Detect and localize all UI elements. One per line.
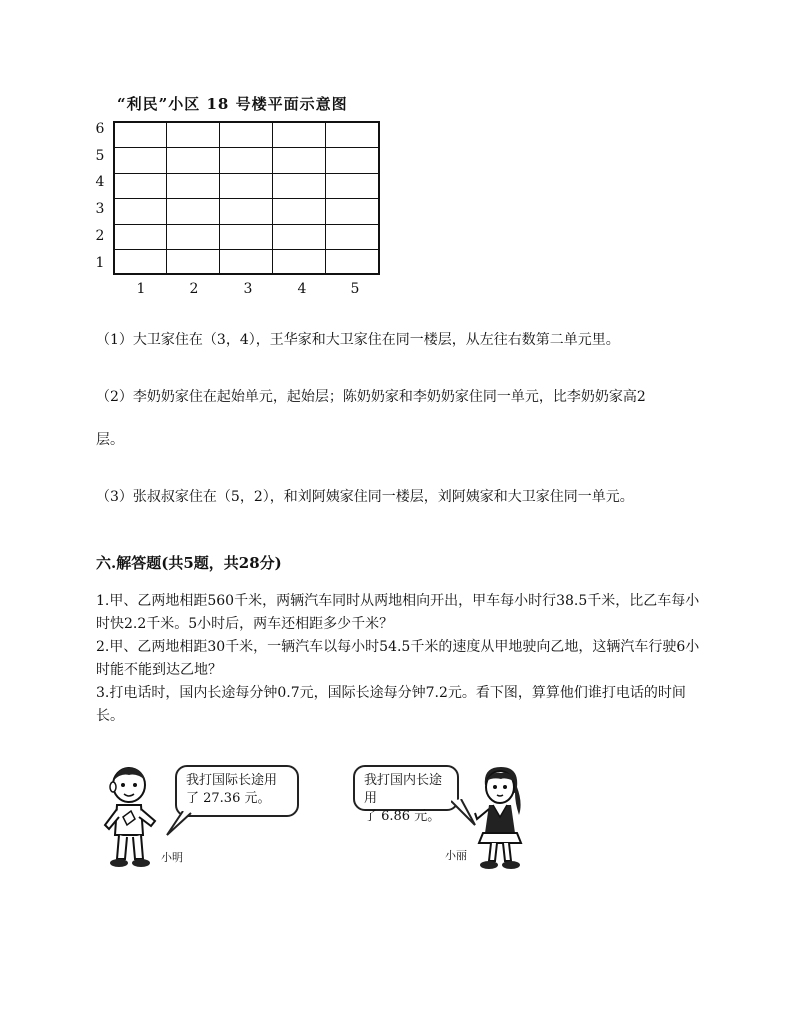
x-label-1: 1 <box>136 281 146 297</box>
clue-3: （3）张叔叔家住在（5，2），和刘阿姨家住同一楼层，刘阿姨家和大卫家住同一单元。 <box>96 489 634 505</box>
clue-2: （2）李奶奶家住在起始单元，起始层；陈奶奶家和李奶奶家住同一单元，比李奶奶家高2 <box>96 389 646 405</box>
problem-3: 3.打电话时，国内长途每分钟0.7元，国际长途每分钟7.2元。看下图，算算他们谁打电话的时间长。 <box>96 685 686 724</box>
x-label-2: 2 <box>189 281 199 297</box>
girl-name: 小丽 <box>445 849 467 862</box>
girl-speech-line-2: 了 6.86 元。 <box>364 809 441 824</box>
y-label-2: 2 <box>95 228 105 244</box>
clue-2-continued: 层。 <box>96 432 124 448</box>
girl-figure <box>471 763 533 873</box>
problem-2: 2.甲、乙两地相距30千米，一辆汽车以每小时54.5千米的速度从甲地驶向乙地，这辆汽车行驶6小时能不能到达乙地？ <box>96 639 700 678</box>
boy-speech-line-2: 了 27.36 元。 <box>186 791 271 806</box>
boy-name: 小明 <box>161 851 183 864</box>
y-label-4: 4 <box>95 174 105 190</box>
x-label-5: 5 <box>350 281 360 297</box>
y-label-3: 3 <box>95 201 105 217</box>
figure-title: “利民”小区 18 号楼平面示意图 <box>117 95 348 113</box>
floor-plan-grid <box>113 121 380 275</box>
boy-speech-bubble <box>175 765 299 817</box>
x-label-4: 4 <box>297 281 307 297</box>
phone-call-illustration <box>95 755 545 875</box>
boy-speech-line-1: 我打国际长途用 <box>186 773 278 788</box>
boy-figure <box>101 763 161 871</box>
problem-1: 1.甲、乙两地相距560千米，两辆汽车同时从两地相向开出，甲车每小时行38.5千米，比乙车每小时快2.2千米。5小时后，两车还相距多少千米？ <box>96 593 700 632</box>
section-title: 六.解答题(共5题，共28分) <box>96 554 282 572</box>
x-label-3: 3 <box>243 281 253 297</box>
girl-speech-line-1: 我打国内长途用 <box>364 773 443 806</box>
y-label-5: 5 <box>95 148 105 164</box>
y-label-6: 6 <box>95 121 105 137</box>
y-label-1: 1 <box>95 255 105 271</box>
clue-1: （1）大卫家住在（3，4），王华家和大卫家住在同一楼层，从左往右数第二单元里。 <box>96 332 620 348</box>
boy-bubble-tail <box>165 811 195 837</box>
girl-speech-bubble <box>353 765 459 824</box>
